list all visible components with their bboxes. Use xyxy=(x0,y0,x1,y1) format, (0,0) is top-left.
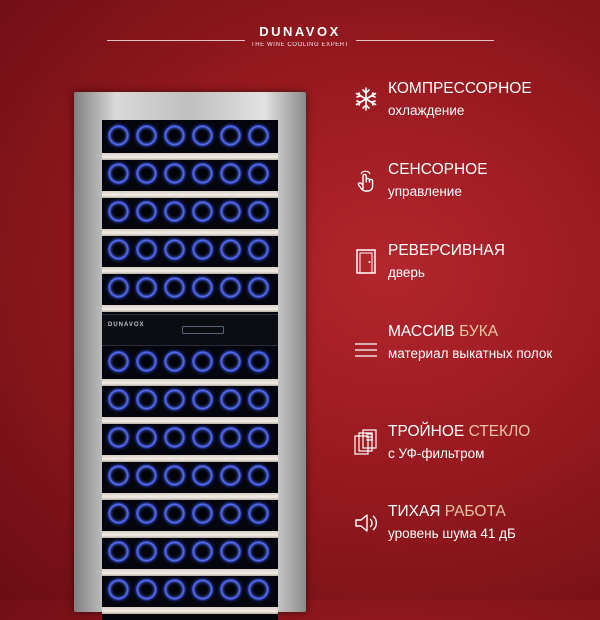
bottle-icon xyxy=(164,351,185,372)
bottle-icon xyxy=(220,277,241,298)
bottle-icon xyxy=(220,351,241,372)
bottle-icon xyxy=(192,427,213,448)
bottle-icon xyxy=(248,351,269,372)
bottle-icon xyxy=(248,465,269,486)
bottle-icon xyxy=(192,351,213,372)
bottle-icon xyxy=(192,389,213,410)
wine-shelf xyxy=(102,500,278,538)
bottle-icon xyxy=(192,125,213,146)
panel-display xyxy=(182,326,224,334)
bottle-icon xyxy=(248,541,269,562)
bottle-icon xyxy=(164,541,185,562)
bottle-icon xyxy=(192,277,213,298)
feature-subtitle: уровень шума 41 дБ xyxy=(388,526,516,541)
bottle-icon xyxy=(108,503,129,524)
header-rule-left xyxy=(107,40,245,41)
bottle-icon xyxy=(164,125,185,146)
shelf-front xyxy=(102,607,278,614)
wine-shelf xyxy=(102,274,278,312)
door-icon xyxy=(352,247,380,275)
feature-title: РЕВЕРСИВНАЯ xyxy=(388,242,505,259)
feature-subtitle: охлаждение xyxy=(388,103,465,118)
bottle-icon xyxy=(192,503,213,524)
bottle-icon xyxy=(164,389,185,410)
bottle-icon xyxy=(136,277,157,298)
bottle-icon xyxy=(220,125,241,146)
shelves-icon xyxy=(352,336,380,364)
feature-title: ТРОЙНОЕ СТЕКЛО xyxy=(388,423,531,440)
header-rule-right xyxy=(356,40,494,41)
bottle-icon xyxy=(108,125,129,146)
touch-hand-icon xyxy=(352,167,380,195)
bottle-icon xyxy=(136,351,157,372)
shelf-front xyxy=(102,493,278,500)
bottle-icon xyxy=(136,125,157,146)
bottle-icon xyxy=(108,277,129,298)
speaker-icon xyxy=(352,509,380,537)
bottle-icon xyxy=(136,389,157,410)
bottle-icon xyxy=(220,201,241,222)
snowflake-icon xyxy=(352,85,380,113)
wine-shelf xyxy=(102,576,278,614)
panel-logo: DUNAVOX xyxy=(108,322,145,328)
shelf-front xyxy=(102,229,278,236)
triple-glass-icon xyxy=(352,428,380,456)
brand-tagline: THE WINE COOLING EXPERT xyxy=(250,42,350,48)
bottle-icon xyxy=(220,579,241,600)
bottle-icon xyxy=(164,201,185,222)
bottle-icon xyxy=(164,239,185,260)
bottle-icon xyxy=(248,239,269,260)
wine-shelf xyxy=(102,462,278,500)
shelf-front xyxy=(102,417,278,424)
bottle-icon xyxy=(108,541,129,562)
wine-shelf xyxy=(102,386,278,424)
control-panel xyxy=(102,314,278,346)
shelf-front xyxy=(102,153,278,160)
bottle-icon xyxy=(164,277,185,298)
feature-subtitle: управление xyxy=(388,184,462,199)
bottle-icon xyxy=(108,163,129,184)
bottle-icon xyxy=(192,201,213,222)
bottle-icon xyxy=(248,579,269,600)
bottle-icon xyxy=(136,163,157,184)
bottle-icon xyxy=(136,239,157,260)
bottle-icon xyxy=(136,427,157,448)
bottle-icon xyxy=(220,503,241,524)
bottle-icon xyxy=(220,465,241,486)
brand-logo: DUNAVOX xyxy=(259,24,341,39)
bottle-icon xyxy=(220,239,241,260)
bottle-icon xyxy=(192,579,213,600)
wine-shelf xyxy=(102,198,278,236)
wine-shelf xyxy=(102,236,278,274)
bottle-icon xyxy=(220,163,241,184)
shelf-front xyxy=(102,569,278,576)
bottle-icon xyxy=(220,389,241,410)
cabinet-glass-door xyxy=(102,120,278,620)
bottle-icon xyxy=(220,541,241,562)
bottle-icon xyxy=(248,389,269,410)
shelf-front xyxy=(102,267,278,274)
bottle-icon xyxy=(248,427,269,448)
bottle-icon xyxy=(108,465,129,486)
bottle-icon xyxy=(220,427,241,448)
bottle-icon xyxy=(108,201,129,222)
shelf-front xyxy=(102,455,278,462)
feature-title: МАССИВ БУКА xyxy=(388,323,499,340)
feature-subtitle: материал выкатных полок xyxy=(388,346,553,361)
bottle-icon xyxy=(164,163,185,184)
wine-shelf xyxy=(102,348,278,386)
bottle-icon xyxy=(136,541,157,562)
bottle-icon xyxy=(136,465,157,486)
bottle-icon xyxy=(248,277,269,298)
feature-title: КОМПРЕССОРНОЕ xyxy=(388,80,532,97)
bottle-icon xyxy=(164,503,185,524)
wine-shelf xyxy=(102,122,278,160)
wine-shelf xyxy=(102,538,278,576)
bottle-icon xyxy=(164,427,185,448)
feature-title: ТИХАЯ РАБОТА xyxy=(388,503,506,520)
feature-subtitle: с УФ-фильтром xyxy=(388,446,485,461)
wine-shelf xyxy=(102,424,278,462)
bottle-icon xyxy=(248,503,269,524)
bottle-icon xyxy=(136,503,157,524)
bottle-icon xyxy=(192,239,213,260)
bottle-icon xyxy=(192,163,213,184)
feature-subtitle: дверь xyxy=(388,265,425,280)
bottle-icon xyxy=(108,239,129,260)
bottle-icon xyxy=(164,465,185,486)
bottle-icon xyxy=(136,579,157,600)
bottle-icon xyxy=(248,201,269,222)
bottle-icon xyxy=(164,579,185,600)
brand-header xyxy=(0,24,600,48)
shelf-front xyxy=(102,379,278,386)
wine-cabinet-image xyxy=(74,92,306,612)
bottle-icon xyxy=(192,465,213,486)
bottle-icon xyxy=(108,351,129,372)
shelf-front xyxy=(102,191,278,198)
bottle-icon xyxy=(108,389,129,410)
bottle-icon xyxy=(192,541,213,562)
shelf-front xyxy=(102,531,278,538)
wine-shelf xyxy=(102,160,278,198)
bottle-icon xyxy=(248,163,269,184)
shelf-front xyxy=(102,305,278,312)
bottle-icon xyxy=(136,201,157,222)
bottle-icon xyxy=(248,125,269,146)
bottle-icon xyxy=(108,427,129,448)
bottle-icon xyxy=(108,579,129,600)
feature-title: СЕНСОРНОЕ xyxy=(388,161,488,178)
